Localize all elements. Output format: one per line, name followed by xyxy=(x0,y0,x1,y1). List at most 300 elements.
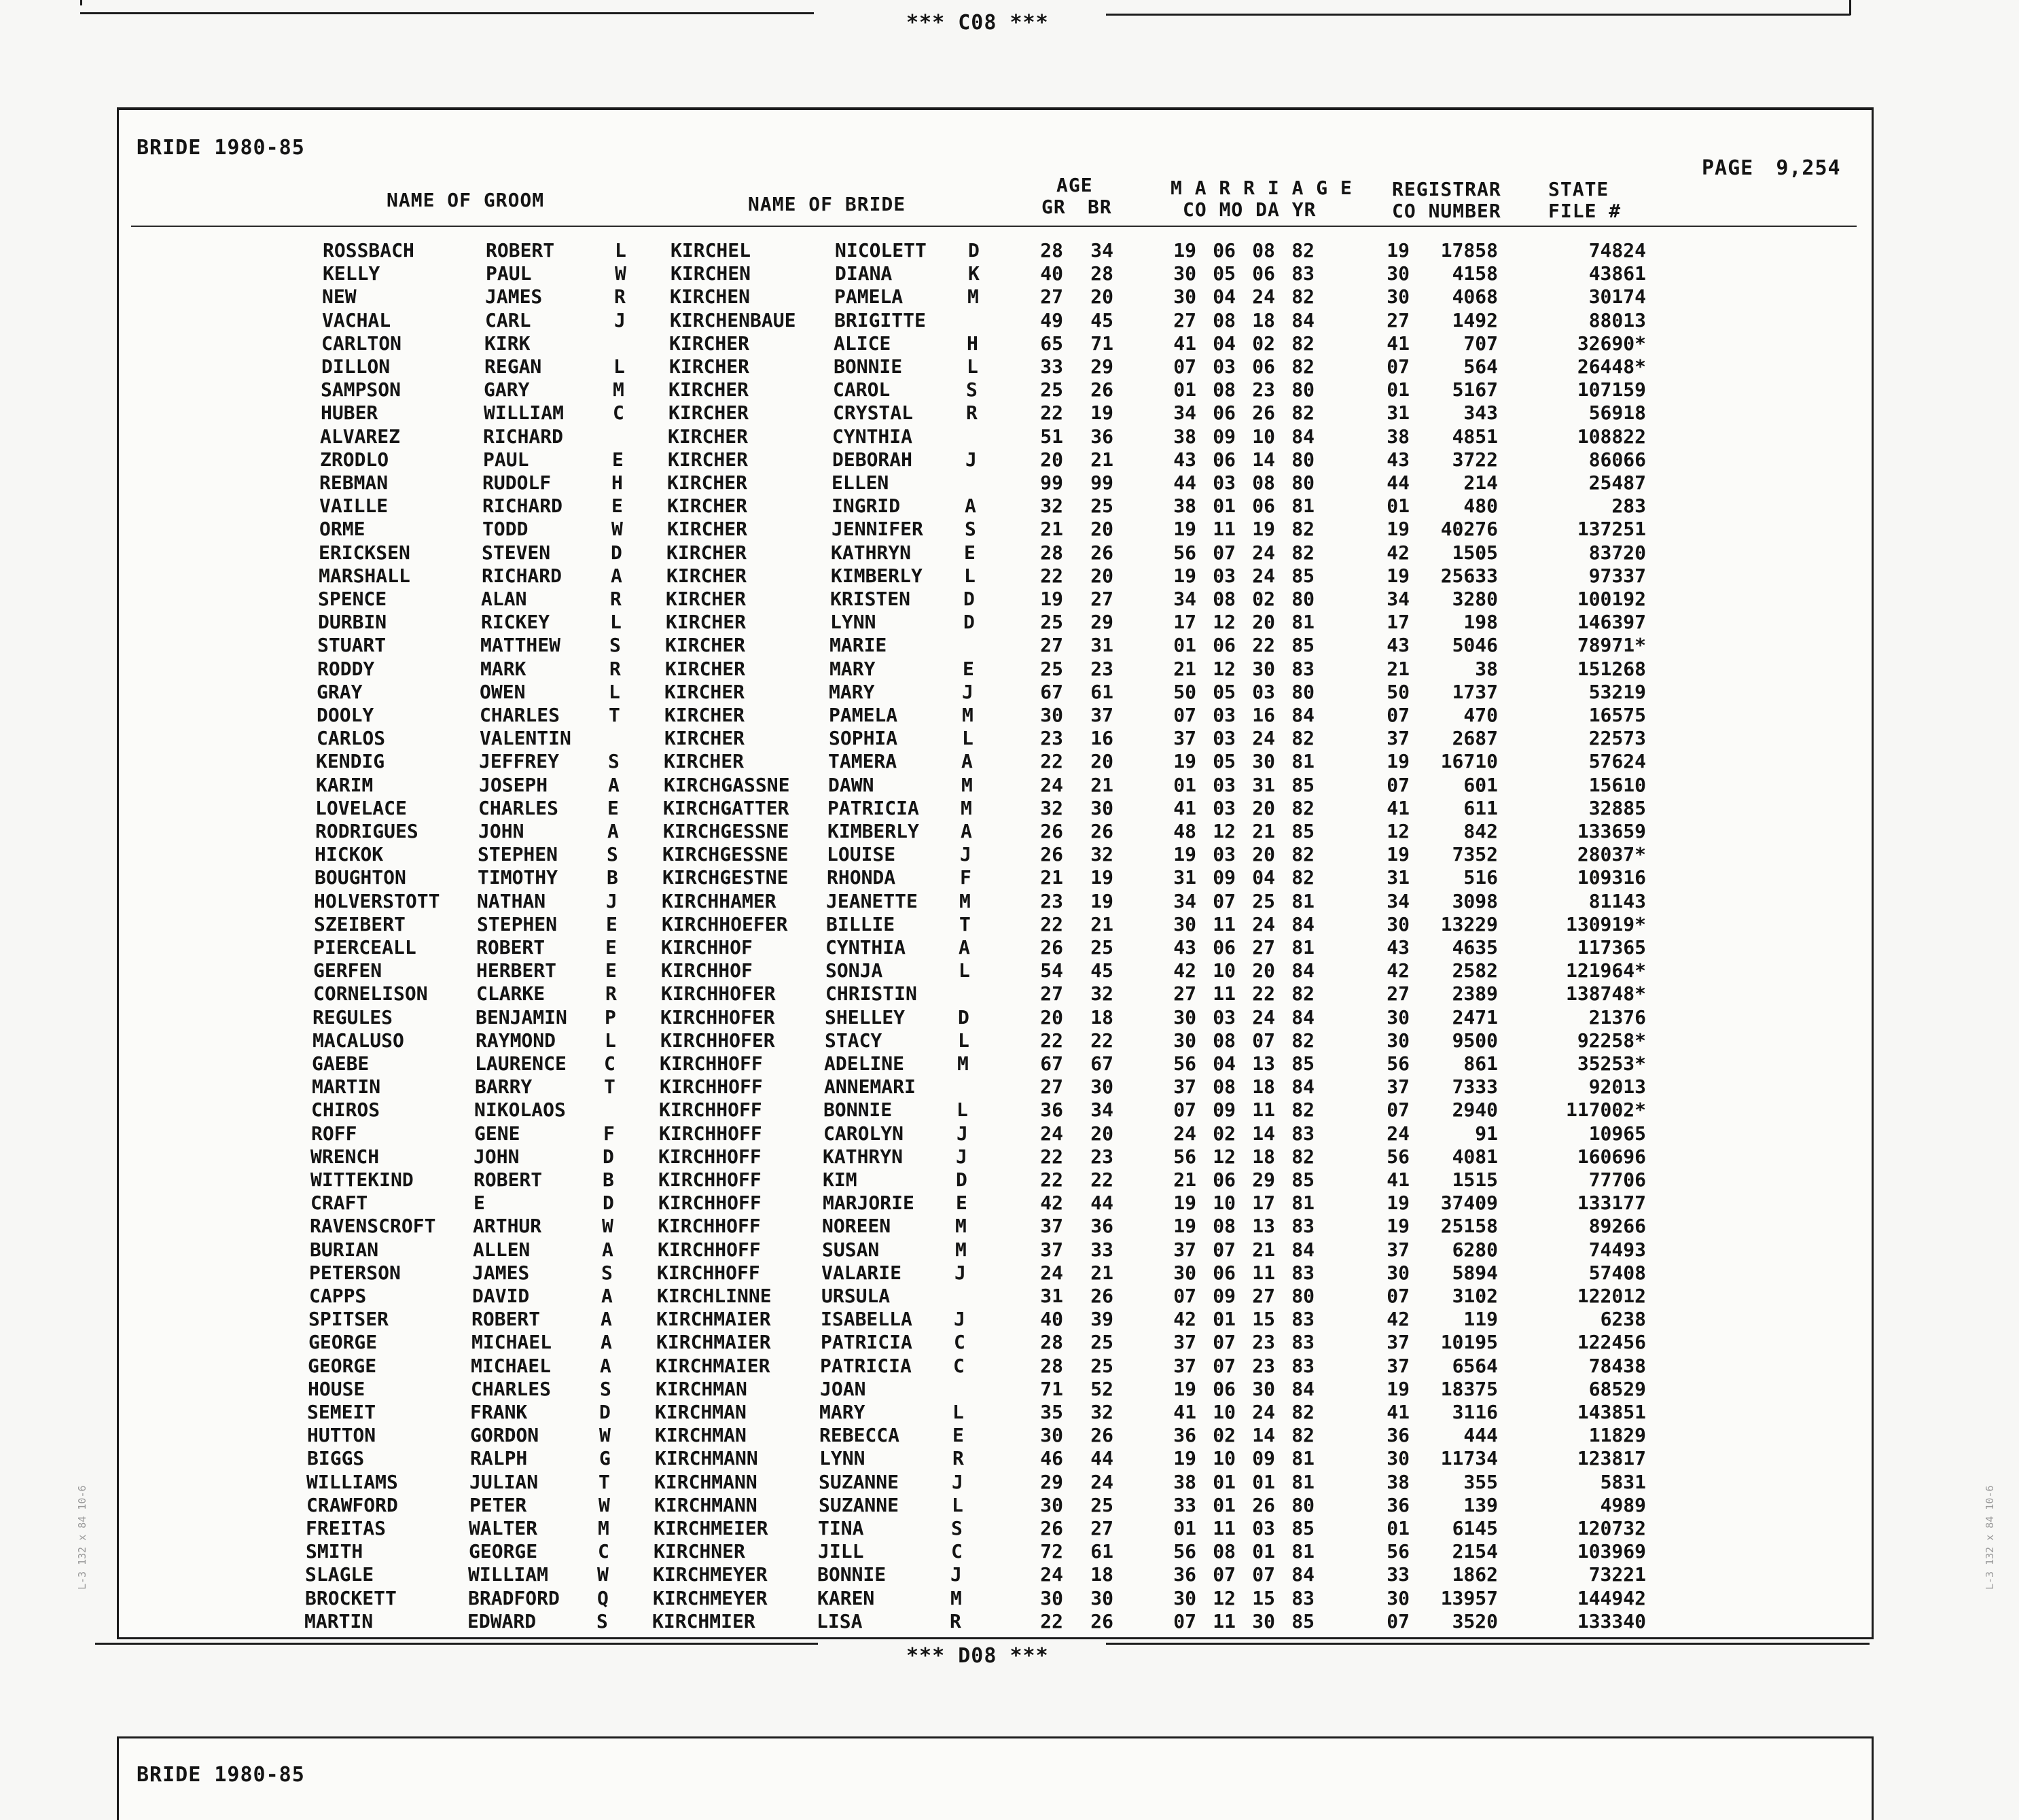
marriage-county: 37 xyxy=(1173,1331,1196,1354)
table-row xyxy=(119,750,1872,773)
bride-initial: F xyxy=(960,866,971,889)
groom-given: JEFFREY xyxy=(479,750,560,773)
state-file-number: 89266 xyxy=(1588,1215,1646,1238)
registrar-county: 01 xyxy=(1387,1517,1410,1539)
table-row xyxy=(119,1262,1872,1285)
marriage-month: 06 xyxy=(1213,1261,1236,1284)
bride-surname: KIRCHHOFF xyxy=(658,1192,762,1215)
groom-initial: B xyxy=(607,866,618,889)
age-groom: 72 xyxy=(1040,1540,1063,1563)
marriage-month: 03 xyxy=(1213,355,1236,378)
bride-initial: S xyxy=(951,1517,963,1539)
marriage-year: 83 xyxy=(1291,1122,1315,1145)
marriage-month: 07 xyxy=(1213,1238,1236,1261)
marriage-month: 08 xyxy=(1213,378,1236,402)
groom-surname: RODDY xyxy=(317,657,375,680)
bride-surname: KIRCHER xyxy=(668,402,749,425)
bride-surname: KIRCHMEYER xyxy=(653,1586,768,1609)
table-row xyxy=(119,402,1872,425)
groom-initial: A xyxy=(608,773,620,796)
table-row xyxy=(119,1308,1872,1331)
bride-given: PAMELA xyxy=(834,285,904,308)
registrar-county: 41 xyxy=(1387,1401,1410,1423)
groom-given: E xyxy=(474,1192,485,1215)
groom-given: BARRY xyxy=(475,1075,533,1099)
marriage-day: 24 xyxy=(1252,564,1275,587)
bride-given: URSULA xyxy=(821,1285,891,1307)
marriage-day: 01 xyxy=(1252,1540,1275,1563)
marriage-month: 12 xyxy=(1213,1145,1236,1168)
bride-given: MARY xyxy=(829,657,876,680)
age-groom: 37 xyxy=(1040,1215,1063,1238)
age-bride: 34 xyxy=(1090,1099,1113,1122)
register-sheet xyxy=(117,107,1874,1639)
registrar-county: 41 xyxy=(1387,332,1410,355)
marriage-county: 19 xyxy=(1173,1192,1196,1215)
groom-surname: GEORGE xyxy=(308,1354,377,1377)
bride-surname: KIRCHMAN xyxy=(655,1401,747,1423)
table-row xyxy=(119,982,1872,1005)
bride-initial: C xyxy=(953,1354,965,1377)
marriage-year: 81 xyxy=(1291,1447,1315,1470)
marriage-county: 37 xyxy=(1173,1238,1196,1261)
marriage-county: 56 xyxy=(1173,1145,1196,1168)
groom-given: STEPHEN xyxy=(477,912,558,935)
age-bride: 36 xyxy=(1090,1215,1113,1238)
groom-surname: CHIROS xyxy=(311,1099,380,1122)
marriage-day: 15 xyxy=(1252,1586,1275,1609)
bride-given: KIMBERLY xyxy=(831,564,923,587)
marriage-day: 23 xyxy=(1252,1331,1275,1354)
groom-initial: R xyxy=(610,588,622,610)
bride-given: DIANA xyxy=(835,262,893,285)
state-file-number: 88013 xyxy=(1588,308,1646,332)
bride-initial: D xyxy=(958,1005,969,1029)
marriage-county: 01 xyxy=(1173,773,1196,796)
bride-given: KAREN xyxy=(817,1586,875,1609)
state-file-number: 122456 xyxy=(1577,1331,1646,1354)
age-groom: 23 xyxy=(1040,727,1063,750)
bride-given: STACY xyxy=(825,1029,882,1052)
marriage-month: 06 xyxy=(1213,402,1236,425)
groom-surname: REGULES xyxy=(312,1005,393,1029)
marriage-day: 03 xyxy=(1252,680,1275,703)
age-groom: 19 xyxy=(1040,588,1063,610)
groom-surname: ORME xyxy=(319,518,365,541)
groom-initial: L xyxy=(613,355,625,378)
bride-surname: KIRCHEN xyxy=(670,285,751,308)
groom-given: ROBERT xyxy=(486,239,555,262)
groom-surname: FREITAS xyxy=(306,1517,387,1539)
groom-given: NIKOLAOS xyxy=(474,1099,566,1122)
bride-surname: KIRCHHOFF xyxy=(658,1145,762,1168)
table-row xyxy=(119,541,1872,565)
marriage-county: 30 xyxy=(1173,262,1196,285)
bride-initial: M xyxy=(967,285,979,308)
bride-surname: KIRCHEL xyxy=(671,239,751,262)
marriage-year: 80 xyxy=(1291,1285,1315,1307)
bride-given: ADELINE xyxy=(824,1052,905,1075)
age-bride: 27 xyxy=(1090,588,1113,610)
age-bride: 39 xyxy=(1090,1308,1113,1331)
bride-initial: S xyxy=(966,378,978,402)
marriage-county: 27 xyxy=(1173,982,1196,1005)
marriage-day: 17 xyxy=(1252,1192,1275,1215)
left-side-code: L-3 132 x 84 10-6 xyxy=(76,1485,88,1590)
marriage-county: 36 xyxy=(1173,1563,1196,1586)
age-groom: 22 xyxy=(1040,1168,1063,1191)
groom-surname: RODRIGUES xyxy=(315,820,418,842)
state-file-number: 122012 xyxy=(1577,1285,1646,1307)
marriage-year: 81 xyxy=(1291,495,1315,518)
marriage-day: 20 xyxy=(1252,843,1275,866)
age-groom: 30 xyxy=(1040,704,1063,726)
marriage-county: 37 xyxy=(1173,727,1196,750)
groom-surname: DOOLY xyxy=(317,704,374,726)
bride-surname: KIRCHER xyxy=(669,332,750,355)
bride-initial: A xyxy=(961,750,973,773)
state-file-number: 100192 xyxy=(1577,588,1646,610)
age-groom: 46 xyxy=(1040,1447,1063,1470)
marriage-year: 84 xyxy=(1291,1005,1315,1029)
bride-given: LISA xyxy=(817,1609,863,1632)
table-row xyxy=(119,495,1872,518)
bride-initial: C xyxy=(954,1331,965,1354)
bride-surname: KIRCHER xyxy=(666,611,747,634)
bride-initial: T xyxy=(959,912,971,935)
table-row xyxy=(119,518,1872,541)
bride-surname: KIRCHMAIER xyxy=(656,1354,770,1377)
groom-given: WALTER xyxy=(469,1517,538,1539)
groom-initial: E xyxy=(607,796,619,819)
age-bride: 29 xyxy=(1090,611,1113,634)
groom-surname: CARLTON xyxy=(321,332,402,355)
bride-initial: J xyxy=(954,1308,965,1331)
marriage-year: 85 xyxy=(1291,1517,1315,1539)
marriage-month: 03 xyxy=(1213,471,1236,494)
marriage-county: 07 xyxy=(1173,1285,1196,1307)
groom-surname: CARLOS xyxy=(317,727,386,750)
state-file-number: 107159 xyxy=(1577,378,1646,402)
age-bride: 32 xyxy=(1090,843,1113,866)
marriage-day: 24 xyxy=(1252,285,1275,308)
age-bride: 61 xyxy=(1090,1540,1113,1563)
registrar-county: 30 xyxy=(1387,1029,1410,1052)
marriage-county: 34 xyxy=(1173,889,1196,912)
bride-given: BONNIE xyxy=(834,355,903,378)
age-bride: 45 xyxy=(1090,959,1113,982)
state-file-number: 43861 xyxy=(1588,262,1646,285)
bride-surname: KIRCHMAIER xyxy=(656,1308,771,1331)
marriage-day: 30 xyxy=(1252,1377,1275,1400)
marriage-day: 07 xyxy=(1252,1563,1275,1586)
bride-given: INGRID xyxy=(832,495,901,518)
bride-surname: KIRCHER xyxy=(667,518,748,541)
registrar-county: 31 xyxy=(1387,402,1410,425)
bride-given: LYNN xyxy=(830,611,876,634)
groom-initial: Q xyxy=(597,1586,609,1609)
groom-given: TIMOTHY xyxy=(478,866,558,889)
bride-surname: KIRCHEN xyxy=(671,262,751,285)
groom-initial: S xyxy=(608,750,620,773)
groom-initial: R xyxy=(605,982,617,1005)
marriage-month: 09 xyxy=(1213,425,1236,448)
marriage-month: 10 xyxy=(1213,959,1236,982)
registrar-county: 30 xyxy=(1387,1261,1410,1284)
bride-initial: R xyxy=(966,402,978,425)
groom-given: ROBERT xyxy=(471,1308,541,1331)
age-bride: 20 xyxy=(1090,564,1113,587)
bride-surname: KIRCHER xyxy=(668,378,749,402)
bride-given: PATRICIA xyxy=(820,1354,912,1377)
marriage-month: 07 xyxy=(1213,889,1236,912)
registrar-number: 7352 xyxy=(1452,843,1498,866)
marriage-month: 12 xyxy=(1213,820,1236,842)
age-groom: 26 xyxy=(1040,843,1063,866)
prev-frame-right-edge xyxy=(1849,0,1851,15)
bride-surname: KIRCHHOFF xyxy=(659,1122,762,1145)
groom-initial: D xyxy=(611,541,622,564)
age-groom: 25 xyxy=(1040,657,1063,680)
bride-given: MARY xyxy=(829,680,875,703)
table-row xyxy=(119,332,1872,355)
groom-initial: A xyxy=(607,820,619,842)
age-bride: 25 xyxy=(1090,1331,1113,1354)
bottom-frame-marker: *** D08 *** xyxy=(906,1644,1049,1668)
header-age-gr: GR xyxy=(1041,196,1066,218)
table-row xyxy=(119,1238,1872,1262)
marriage-county: 19 xyxy=(1173,1447,1196,1470)
age-groom: 27 xyxy=(1040,634,1063,657)
bride-given: TINA xyxy=(818,1517,864,1539)
registrar-number: 10195 xyxy=(1440,1331,1498,1354)
groom-given: ARTHUR xyxy=(473,1215,542,1238)
state-file-number: 133340 xyxy=(1577,1609,1646,1632)
bride-given: DAWN xyxy=(828,773,874,796)
marriage-county: 17 xyxy=(1173,611,1196,634)
age-groom: 67 xyxy=(1040,680,1063,703)
bride-initial: E xyxy=(956,1192,967,1215)
marriage-county: 48 xyxy=(1173,820,1196,842)
groom-initial: E xyxy=(606,912,618,935)
registrar-county: 37 xyxy=(1387,1331,1410,1354)
table-row xyxy=(119,1006,1872,1029)
marriage-county: 56 xyxy=(1173,541,1196,564)
age-groom: 24 xyxy=(1040,1122,1063,1145)
bride-given: ELLEN xyxy=(832,471,889,494)
groom-initial: A xyxy=(602,1238,613,1261)
bride-given: SHELLEY xyxy=(825,1005,906,1029)
bride-given: BRIGITTE xyxy=(834,308,926,332)
groom-initial: A xyxy=(611,564,622,587)
table-row xyxy=(119,1563,1872,1586)
state-file-number: 4989 xyxy=(1600,1493,1646,1516)
marriage-year: 82 xyxy=(1291,541,1315,564)
groom-initial: A xyxy=(601,1285,613,1307)
registrar-number: 7333 xyxy=(1452,1075,1498,1099)
age-bride: 36 xyxy=(1090,425,1113,448)
state-file-number: 97337 xyxy=(1588,564,1646,587)
bride-initial: M xyxy=(959,889,971,912)
registrar-number: 16710 xyxy=(1440,750,1498,773)
groom-initial: L xyxy=(610,611,622,634)
marriage-county: 07 xyxy=(1173,704,1196,726)
table-row xyxy=(119,1355,1872,1378)
state-file-number: 78971* xyxy=(1577,634,1646,657)
marriage-day: 16 xyxy=(1252,704,1275,726)
state-file-number: 78438 xyxy=(1588,1354,1646,1377)
state-file-number: 143851 xyxy=(1577,1401,1646,1423)
bride-surname: KIRCHHAMER xyxy=(662,889,776,912)
marriage-month: 04 xyxy=(1213,332,1236,355)
registrar-county: 30 xyxy=(1387,1586,1410,1609)
age-groom: 35 xyxy=(1040,1401,1063,1423)
marriage-day: 26 xyxy=(1252,402,1275,425)
marriage-year: 82 xyxy=(1291,727,1315,750)
bride-initial: A xyxy=(965,495,976,518)
bride-given: KATHRYN xyxy=(823,1145,904,1168)
registrar-county: 30 xyxy=(1387,285,1410,308)
bride-initial: L xyxy=(959,959,970,982)
age-bride: 20 xyxy=(1090,1122,1113,1145)
state-file-number: 83720 xyxy=(1588,541,1646,564)
age-bride: 24 xyxy=(1090,1470,1113,1493)
groom-surname: SZEIBERT xyxy=(314,912,406,935)
state-file-number: 68529 xyxy=(1588,1377,1646,1400)
age-bride: 61 xyxy=(1090,680,1113,703)
groom-initial: T xyxy=(609,704,620,726)
state-file-number: 117002* xyxy=(1565,1099,1646,1122)
groom-surname: KARIM xyxy=(316,773,374,796)
marriage-county: 41 xyxy=(1173,332,1196,355)
registrar-number: 11734 xyxy=(1440,1447,1498,1470)
marriage-month: 02 xyxy=(1213,1122,1236,1145)
marriage-month: 08 xyxy=(1213,588,1236,610)
marriage-month: 11 xyxy=(1213,982,1236,1005)
registrar-number: 3722 xyxy=(1452,448,1498,471)
registrar-number: 3102 xyxy=(1452,1285,1498,1307)
bride-given: BONNIE xyxy=(817,1563,887,1586)
groom-initial: S xyxy=(607,843,618,866)
marriage-month: 12 xyxy=(1213,611,1236,634)
marriage-year: 82 xyxy=(1291,982,1315,1005)
bride-surname: KIRCHER xyxy=(668,425,749,448)
bride-surname: KIRCHHOFF xyxy=(659,1099,762,1122)
registrar-county: 42 xyxy=(1387,1308,1410,1331)
marriage-day: 29 xyxy=(1252,1168,1275,1191)
marriage-county: 30 xyxy=(1173,1261,1196,1284)
groom-given: MICHAEL xyxy=(471,1354,552,1377)
registrar-number: 444 xyxy=(1463,1424,1498,1447)
bride-initial: M xyxy=(955,1238,967,1261)
groom-initial: J xyxy=(614,308,626,332)
state-file-number: 16575 xyxy=(1588,704,1646,726)
age-bride: 20 xyxy=(1090,518,1113,541)
state-file-number: 25487 xyxy=(1588,471,1646,494)
state-file-number: 35253* xyxy=(1577,1052,1646,1075)
age-bride: 18 xyxy=(1090,1005,1113,1029)
marriage-month: 07 xyxy=(1213,1563,1236,1586)
age-groom: 28 xyxy=(1040,541,1063,564)
registrar-county: 30 xyxy=(1387,912,1410,935)
registrar-number: 6564 xyxy=(1452,1354,1498,1377)
table-row xyxy=(119,1610,1872,1633)
age-bride: 34 xyxy=(1090,239,1113,262)
state-file-number: 120732 xyxy=(1577,1517,1646,1539)
groom-given: GARY xyxy=(484,378,530,402)
age-groom: 25 xyxy=(1040,611,1063,634)
marriage-year: 81 xyxy=(1291,1192,1315,1215)
marriage-county: 56 xyxy=(1173,1052,1196,1075)
marriage-county: 07 xyxy=(1173,1099,1196,1122)
marriage-year: 80 xyxy=(1291,1493,1315,1516)
age-bride: 25 xyxy=(1090,1493,1113,1516)
registrar-number: 1505 xyxy=(1452,541,1498,564)
bride-given: CRYSTAL xyxy=(833,402,914,425)
groom-given: PETER xyxy=(469,1493,527,1516)
bride-initial: J xyxy=(965,448,977,471)
table-row xyxy=(119,565,1872,588)
state-file-number: 32690* xyxy=(1577,332,1646,355)
marriage-month: 09 xyxy=(1213,1285,1236,1307)
groom-given: JAMES xyxy=(472,1261,530,1284)
age-bride: 37 xyxy=(1090,704,1113,726)
table-row xyxy=(119,658,1872,681)
sheet-title: BRIDE 1980-85 xyxy=(137,136,305,160)
groom-initial: H xyxy=(611,471,623,494)
marriage-month: 04 xyxy=(1213,285,1236,308)
marriage-month: 08 xyxy=(1213,1029,1236,1052)
marriage-day: 23 xyxy=(1252,1354,1275,1377)
age-bride: 21 xyxy=(1090,912,1113,935)
groom-initial: E xyxy=(611,495,623,518)
registrar-number: 119 xyxy=(1463,1308,1498,1331)
marriage-year: 85 xyxy=(1291,820,1315,842)
marriage-day: 24 xyxy=(1252,1005,1275,1029)
bride-surname: KIRCHER xyxy=(665,634,746,657)
bride-surname: KIRCHHOFF xyxy=(658,1168,762,1191)
state-file-number: 283 xyxy=(1611,495,1646,518)
table-row xyxy=(119,820,1872,843)
marriage-month: 09 xyxy=(1213,1099,1236,1122)
age-groom: 26 xyxy=(1040,1517,1063,1539)
groom-given: GORDON xyxy=(470,1424,539,1447)
registrar-county: 56 xyxy=(1387,1540,1410,1563)
bride-initial: D xyxy=(968,239,980,262)
bride-given: MARJORIE xyxy=(823,1192,914,1215)
groom-given: CHARLES xyxy=(478,796,559,819)
bride-surname: KIRCHGESSNE xyxy=(663,820,789,842)
registrar-county: 19 xyxy=(1387,1377,1410,1400)
age-groom: 30 xyxy=(1040,1424,1063,1447)
groom-given: CLARKE xyxy=(476,982,546,1005)
age-groom: 54 xyxy=(1040,959,1063,982)
groom-surname: HICKOK xyxy=(315,843,384,866)
bride-surname: KIRCHMEIER xyxy=(654,1517,768,1539)
age-groom: 22 xyxy=(1040,564,1063,587)
marriage-year: 85 xyxy=(1291,1609,1315,1632)
bride-initial: K xyxy=(968,262,980,285)
marriage-month: 08 xyxy=(1213,1540,1236,1563)
registrar-county: 43 xyxy=(1387,634,1410,657)
marriage-day: 22 xyxy=(1252,982,1275,1005)
bride-surname: KIRCHNER xyxy=(654,1540,745,1563)
bride-surname: KIRCHMANN xyxy=(655,1447,758,1470)
marriage-year: 81 xyxy=(1291,889,1315,912)
marriage-year: 85 xyxy=(1291,773,1315,796)
age-bride: 22 xyxy=(1090,1029,1113,1052)
header-rule xyxy=(131,226,1857,227)
